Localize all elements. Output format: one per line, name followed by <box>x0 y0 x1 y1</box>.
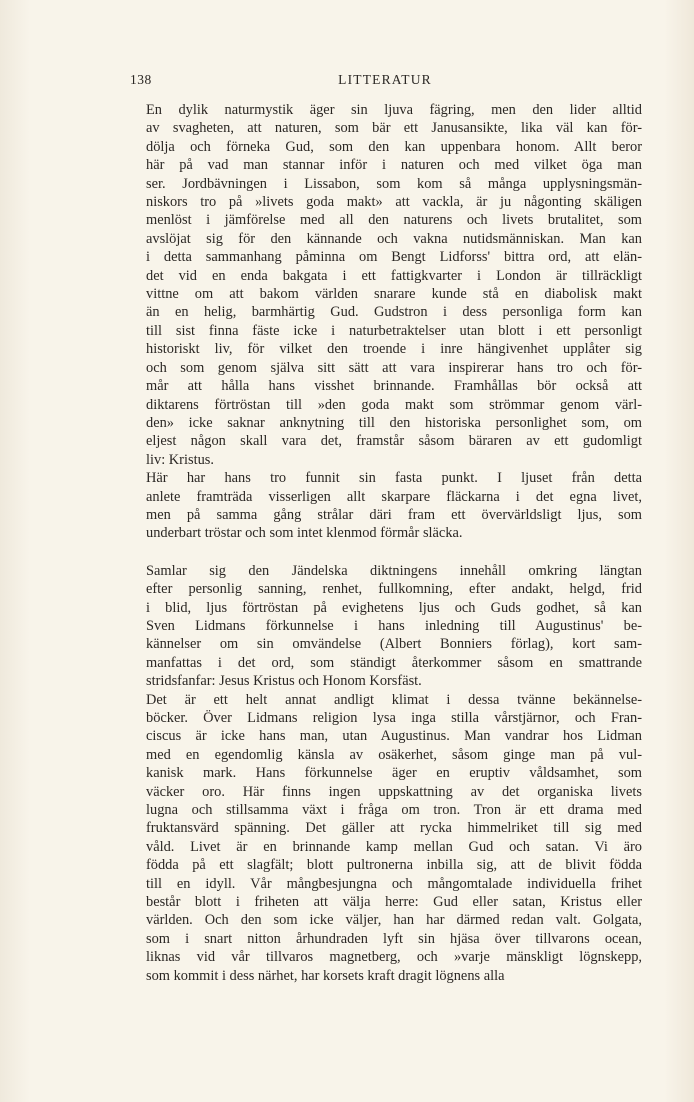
text-line: mår att hålla hans visshet brinnande. Framhållas bör också att <box>146 378 642 395</box>
text-line: och som genom själva sitt sätt att vara inspirerar hans tro och för- <box>146 359 642 376</box>
text-line: Sven Lidmans förkunnelse i hans inledning till Augustinus' be- <box>146 617 642 634</box>
text-line: kanisk mark. Hans förkunnelse äger en eruptiv våldsamhet, som <box>146 765 642 782</box>
text-line: menlöst i jämförelse med all den naturens och livets brutalitet, som <box>146 212 642 229</box>
text-line: anlete framträda visserligen allt skarpare fläckarna i det egna livet, <box>146 488 642 505</box>
paragraph <box>130 562 642 691</box>
text-line: underbart tröstar och som intet klenmod förmår släcka. <box>146 525 463 542</box>
text-line: men på samma gång strålar däri fram ett övervärldsligt ljus, som <box>146 506 642 523</box>
running-title: LITTERATUR <box>338 72 432 87</box>
text-line: efter personlig sanning, renhet, fullkomning, efter andakt, helgd, frid <box>146 581 642 598</box>
text-line: här på vad man stannar inför i naturen och med vilket öga man <box>146 157 642 174</box>
paragraph <box>130 101 642 469</box>
text-line: med en egendomlig känsla av osäkerhet, såsom ginge man på vul- <box>146 746 642 763</box>
text-line: liknas vid vår tillvaros magnetberg, och »varje mänskligt lögnskepp, <box>146 949 642 966</box>
text-line: Samlar sig den Jändelska diktningens innehåll omkring längtan <box>146 562 642 579</box>
text-line: i detta sammanhang påminna om Bengt Lidforss' bittra ord, att elän- <box>146 249 642 266</box>
text-line: födda på ett slagfält; blott pultronerna inbilla sig, att de blivit födda <box>146 857 642 874</box>
text-line: den» icke saknar anknytning till den historiska personlighet som, om <box>146 414 642 431</box>
text-line: Här har hans tro funnit sin fasta punkt. I ljuset från detta <box>146 470 642 487</box>
paragraph <box>130 691 642 986</box>
page-header <box>130 72 640 92</box>
text-line: våld. Livet är en brinnande kamp mellan Gud och satan. Vi äro <box>146 838 642 855</box>
text-line: liv: Kristus. <box>146 451 214 468</box>
text-line: avslöjat sig för den kännande och vakna nutidsmänniskan. Man kan <box>146 230 642 247</box>
text-line: som kommit i dess närhet, har korsets kraft dragit lögnens alla <box>146 967 505 984</box>
page-number: 138 <box>130 72 152 87</box>
text-line: än en helig, barmhärtig Gud. Gudstron i dess personliga form kan <box>146 304 642 321</box>
text-line: manfattas i det ord, som ständigt återkommer såsom en smattrande <box>146 654 642 671</box>
text-line: fruktansvärd spänning. Det gäller att rycka himmelriket till sig med <box>146 820 642 837</box>
text-line: väcker oro. Här finns ingen uppskattning av det organiska livets <box>146 783 642 800</box>
text-line: niskors tro på »livets goda makt» att vackla, är ju någonting skäligen <box>146 194 642 211</box>
text-line: lugna och stillsamma växt i fråga om tron. Tron är ett drama med <box>146 802 642 819</box>
text-line: världen. Och den som icke väljer, han har därmed redan valt. Golgata, <box>146 912 642 929</box>
text-line: historiskt liv, för vilket den troende i inre hängivenhet upplåter sig <box>146 341 642 358</box>
text-line: består blott i friheten att välja herre: Gud eller satan, Kristus eller <box>146 894 642 911</box>
paragraph-gap <box>130 543 642 562</box>
text-line: ciscus är icke hans man, utan Augustinus. Man vandrar hos Lidman <box>146 728 642 745</box>
text-line: det vid en enda bakgata i ett fattigkvarter i London är tillräckligt <box>146 267 642 284</box>
text-line: böcker. Över Lidmans religion lysa inga stilla vårstjärnor, och Fran- <box>146 710 642 726</box>
text-line: ser. Jordbävningen i Lissabon, som kom så många upplysningsmän- <box>146 175 642 192</box>
text-line: stridsfanfar: Jesus Kristus och Honom Korsfäst. <box>146 673 422 690</box>
body-text <box>130 101 642 985</box>
text-line: till en idyll. Vår mångbesjungna och mångomtalade individuella frihet <box>146 875 642 892</box>
text-line: Det är ett helt annat andligt klimat i dessa tvänne bekännelse- <box>146 691 642 708</box>
text-line: vittne om att bakom världen snarare kunde stå en diabolisk makt <box>146 286 642 303</box>
text-line: som i snart nitton århundraden lyft sin hjäsa över tillvarons ocean, <box>146 930 642 947</box>
text-line: diktarens förtröstan till »den goda makt som strömmar genom värl- <box>146 396 642 413</box>
text-line: till sist finna fäste icke i naturbetraktelser utan blott i ett personligt <box>146 322 642 339</box>
text-line: i blid, ljus förtröstan på evighetens ljus och Guds godhet, så kan <box>146 599 642 616</box>
paragraph <box>130 469 642 543</box>
text-line: dölja och förneka Gud, som den kan uppenbara honom. Allt beror <box>146 138 642 155</box>
text-line: kännelser om sin omvändelse (Albert Bonniers förlag), kort sam- <box>146 636 642 653</box>
text-line: En dylik naturmystik äger sin ljuva fägring, men den lider alltid <box>146 102 642 118</box>
text-line: av svagheten, att naturen, som bär ett Janusansikte, lika väl kan för- <box>146 120 642 137</box>
text-line: eljest någon skall vara det, framstår såsom bäraren av ett gudomligt <box>146 433 642 450</box>
